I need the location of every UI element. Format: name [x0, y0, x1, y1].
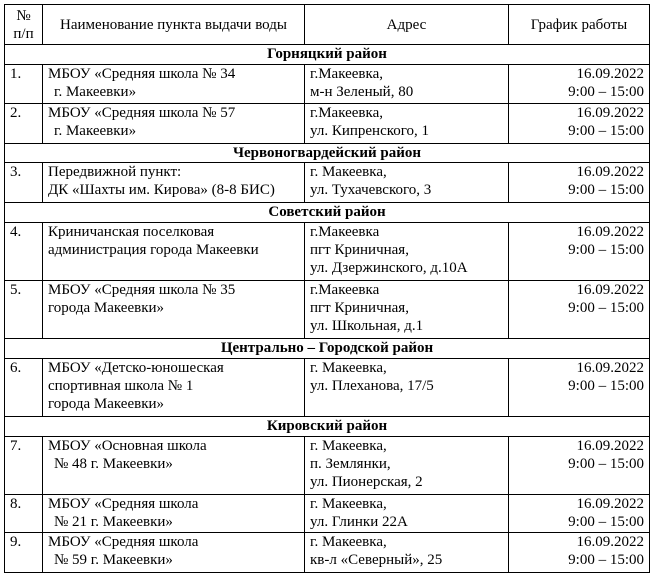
address-line: г. Макеевка, — [310, 495, 387, 512]
schedule-date: 16.09.2022 — [576, 534, 644, 551]
address-line: г.Макеевка — [310, 281, 380, 298]
name-line: города Макеевки» — [48, 395, 165, 412]
name-line: г. Макеевки» — [54, 123, 137, 140]
distribution-point-name — [43, 533, 305, 573]
schedule-cell — [509, 358, 650, 416]
distribution-point-name — [43, 436, 305, 494]
address-line: г.Макеевка, — [310, 105, 383, 122]
distribution-point-name — [43, 358, 305, 416]
schedule-time: 9:00 – 15:00 — [568, 83, 644, 100]
name-line: ДК «Шахты им. Кирова» (8-8 БИС) — [48, 182, 275, 199]
district-row — [5, 417, 650, 437]
distribution-point-name — [43, 494, 305, 532]
name-line: МБОУ «Средняя школа — [48, 495, 199, 512]
table-row — [5, 104, 650, 143]
schedule-cell — [509, 222, 650, 280]
address-line: г. Макеевка, — [310, 534, 387, 551]
name-line: № 21 г. Макеевки» — [54, 513, 173, 530]
distribution-point-name — [43, 104, 305, 143]
address-line: г.Макеевка — [310, 223, 380, 240]
address-cell — [305, 163, 509, 202]
name-line: МБОУ «Детско-юношеская — [48, 359, 224, 376]
name-line: МБОУ «Средняя школа № 34 — [48, 65, 236, 82]
district-row — [5, 202, 650, 222]
address-line: ул. Глинки 22А — [310, 513, 408, 530]
address-line: пгт Криничная, — [310, 241, 409, 258]
header-number — [5, 5, 43, 45]
distribution-point-name — [43, 280, 305, 338]
district-name: Горняцкий район — [5, 45, 650, 65]
distribution-point-name — [43, 163, 305, 202]
name-line: № 59 г. Макеевки» — [54, 552, 173, 569]
address-cell — [305, 64, 509, 103]
header-address: Адрес — [305, 5, 509, 45]
name-line: администрация города Макеевки — [48, 241, 259, 258]
address-line: кв-л «Северный», 25 — [310, 552, 443, 569]
table-body — [5, 45, 650, 573]
address-line: ул. Тухачевского, 3 — [310, 182, 432, 199]
distribution-point-name — [43, 64, 305, 103]
address-line: ул. Школьная, д.1 — [310, 317, 424, 334]
table-row — [5, 436, 650, 494]
row-number: 5. — [5, 280, 43, 338]
row-number: 2. — [5, 104, 43, 143]
schedule-cell — [509, 104, 650, 143]
name-line: г. Макеевки» — [54, 83, 137, 100]
schedule-time: 9:00 – 15:00 — [568, 552, 644, 569]
district-row — [5, 143, 650, 163]
header-name: Наименование пункта выдачи воды — [43, 5, 305, 45]
schedule-cell — [509, 64, 650, 103]
address-cell — [305, 104, 509, 143]
name-line: Передвижной пункт: — [48, 164, 182, 181]
schedule-time: 9:00 – 15:00 — [568, 377, 644, 394]
district-name: Кировский район — [5, 417, 650, 437]
address-line: ул. Дзержинского, д.10А — [310, 259, 468, 276]
address-line: г. Макеевка, — [310, 359, 387, 376]
schedule-cell — [509, 494, 650, 532]
header-schedule: График работы — [509, 5, 650, 45]
schedule-cell — [509, 533, 650, 573]
address-cell — [305, 358, 509, 416]
address-line: ул. Пионерская, 2 — [310, 473, 423, 490]
table-row — [5, 280, 650, 338]
district-row — [5, 45, 650, 65]
name-line: МБОУ «Основная школа — [48, 437, 207, 454]
address-line: м-н Зеленый, 80 — [310, 83, 414, 100]
water-distribution-table — [4, 4, 650, 573]
address-line: п. Землянки, — [310, 455, 391, 472]
row-number: 9. — [5, 533, 43, 573]
name-line: спортивная школа № 1 — [48, 377, 194, 394]
schedule-time: 9:00 – 15:00 — [568, 241, 644, 258]
schedule-date: 16.09.2022 — [576, 164, 644, 181]
schedule-date: 16.09.2022 — [576, 359, 644, 376]
schedule-date: 16.09.2022 — [576, 223, 644, 240]
table-row — [5, 222, 650, 280]
address-line: г.Макеевка, — [310, 65, 383, 82]
address-cell — [305, 494, 509, 532]
address-cell — [305, 222, 509, 280]
schedule-time: 9:00 – 15:00 — [568, 299, 644, 316]
row-number: 3. — [5, 163, 43, 202]
distribution-point-name — [43, 222, 305, 280]
name-line: Криничанская поселковая — [48, 223, 215, 240]
schedule-date: 16.09.2022 — [576, 105, 644, 122]
row-number: 4. — [5, 222, 43, 280]
district-name: Центрально – Городской район — [5, 339, 650, 359]
header-number-line1: № — [16, 7, 31, 24]
address-cell — [305, 436, 509, 494]
name-line: МБОУ «Средняя школа № 35 — [48, 281, 236, 298]
name-line: МБОУ «Средняя школа — [48, 534, 199, 551]
name-line: № 48 г. Макеевки» — [54, 455, 173, 472]
address-cell — [305, 533, 509, 573]
address-line: г. Макеевка, — [310, 164, 387, 181]
row-number: 8. — [5, 494, 43, 532]
district-name: Червоногвардейский район — [5, 143, 650, 163]
row-number: 6. — [5, 358, 43, 416]
header-number-line2: п/п — [13, 25, 34, 42]
name-line: города Макеевки» — [48, 299, 165, 316]
schedule-cell — [509, 436, 650, 494]
schedule-cell — [509, 280, 650, 338]
schedule-time: 9:00 – 15:00 — [568, 455, 644, 472]
address-line: пгт Криничная, — [310, 299, 409, 316]
district-row — [5, 339, 650, 359]
table-row — [5, 163, 650, 202]
address-line: ул. Плеханова, 17/5 — [310, 377, 434, 394]
address-cell — [305, 280, 509, 338]
schedule-date: 16.09.2022 — [576, 65, 644, 82]
row-number: 7. — [5, 436, 43, 494]
schedule-time: 9:00 – 15:00 — [568, 182, 644, 199]
table-row — [5, 64, 650, 103]
table-row — [5, 358, 650, 416]
address-line: ул. Кипренского, 1 — [310, 123, 430, 140]
schedule-time: 9:00 – 15:00 — [568, 513, 644, 530]
schedule-time: 9:00 – 15:00 — [568, 123, 644, 140]
schedule-date: 16.09.2022 — [576, 281, 644, 298]
address-line: г. Макеевка, — [310, 437, 387, 454]
table-row — [5, 533, 650, 573]
schedule-cell — [509, 163, 650, 202]
table-header-row — [5, 5, 650, 45]
table-row — [5, 494, 650, 532]
schedule-date: 16.09.2022 — [576, 437, 644, 454]
row-number: 1. — [5, 64, 43, 103]
schedule-date: 16.09.2022 — [576, 495, 644, 512]
district-name: Советский район — [5, 202, 650, 222]
name-line: МБОУ «Средняя школа № 57 — [48, 105, 236, 122]
